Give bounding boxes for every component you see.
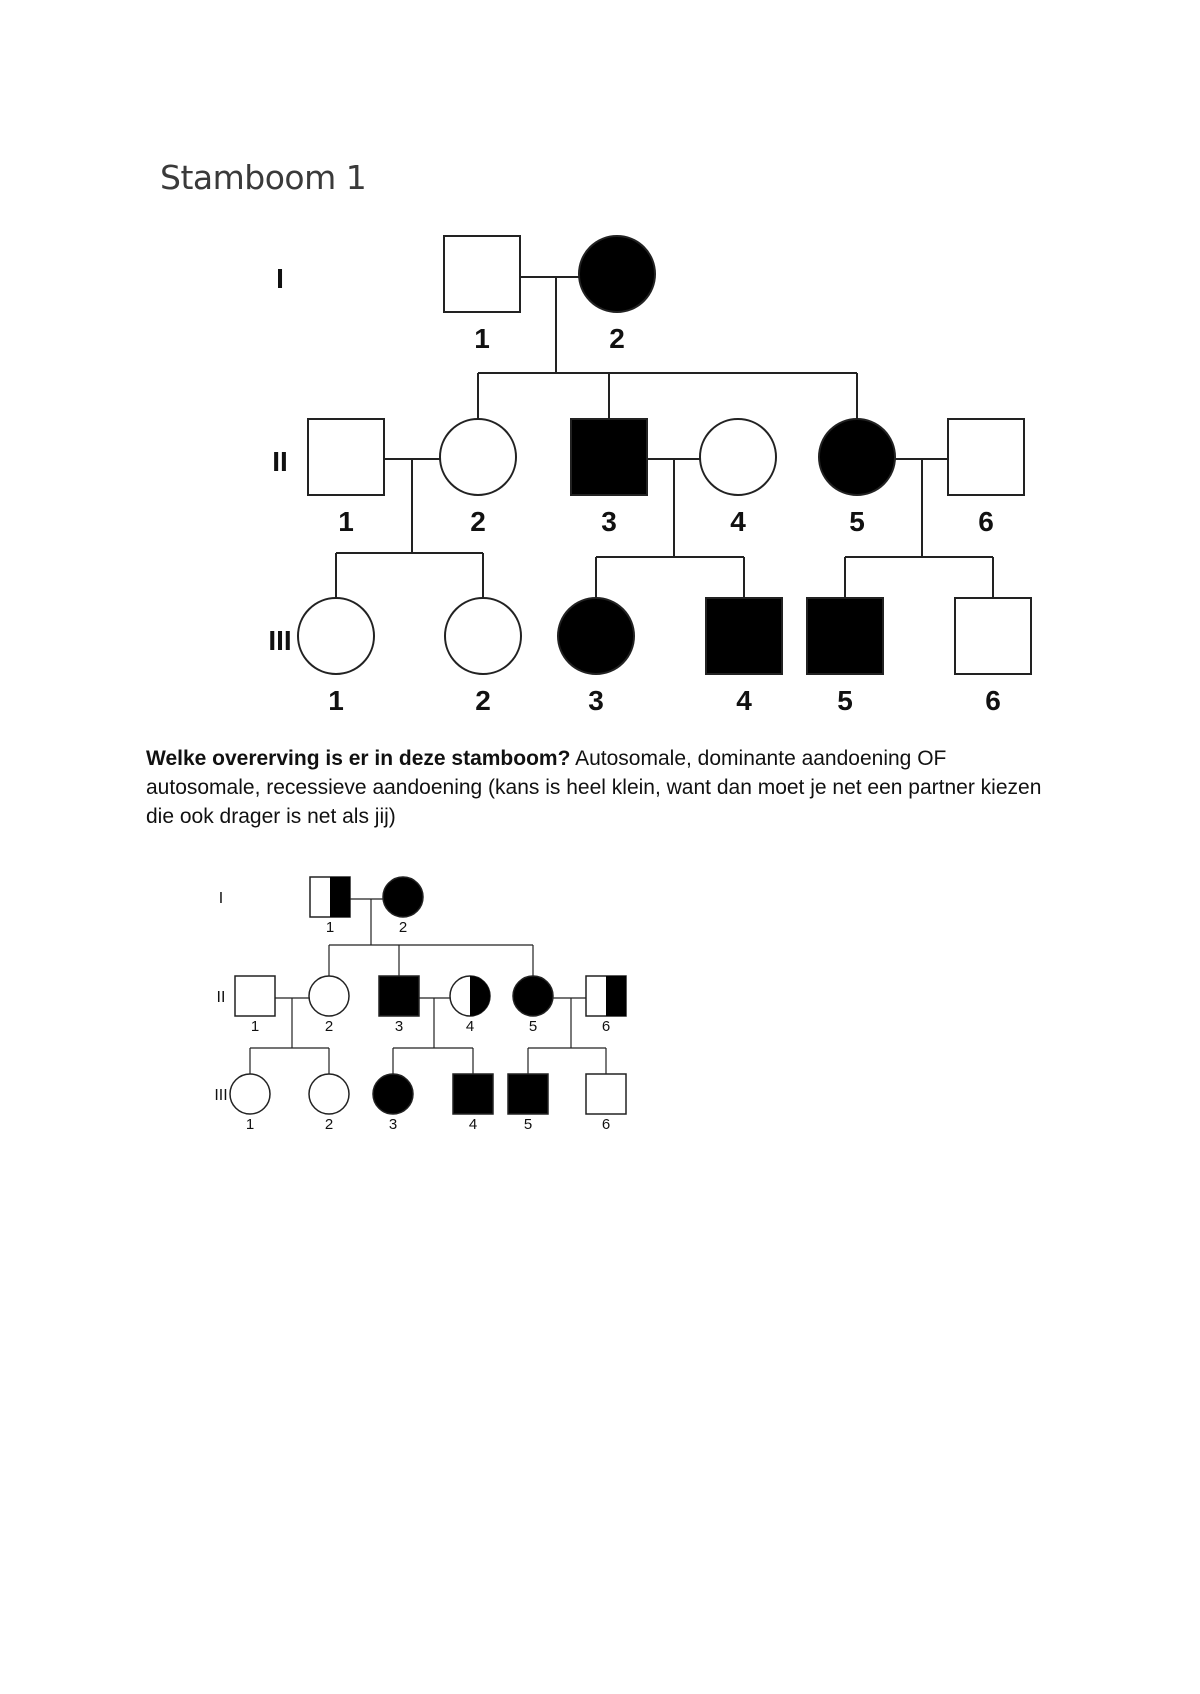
individual-number: 3 <box>588 685 604 716</box>
individual-number: 2 <box>398 919 408 936</box>
individual-number: 6 <box>978 506 994 537</box>
individual-number: 4 <box>730 506 746 537</box>
individual-II-5 <box>513 976 553 1035</box>
generation-label: I <box>276 263 284 294</box>
individual-number: 6 <box>985 685 1001 716</box>
female-circle <box>513 976 553 1016</box>
individual-III-1 <box>230 1074 270 1133</box>
individual-II-4 <box>450 976 490 1035</box>
individual-III-4 <box>453 1074 493 1133</box>
question-label: Welke overerving is er in deze stamboom? <box>146 747 571 770</box>
male-square <box>379 976 419 1016</box>
generation-label: I <box>218 890 224 907</box>
individual-number: 1 <box>338 506 354 537</box>
individual-number: 5 <box>849 506 865 537</box>
individual-number: 6 <box>601 1018 611 1035</box>
individual-III-2 <box>309 1074 349 1133</box>
female-circle <box>309 976 349 1016</box>
individual-number: 1 <box>250 1018 260 1035</box>
individual-number: 2 <box>324 1116 334 1133</box>
answer-text: Autosomale, dominante aandoening OF autosomale, recessieve aandoening (kans is heel klein, want dan moet je net een partner kiezen die ook drager is net als jij) <box>146 747 1042 828</box>
individual-II-2 <box>309 976 349 1035</box>
individual-II-3 <box>379 976 419 1035</box>
female-circle <box>309 1074 349 1114</box>
individual-number: 3 <box>388 1116 398 1133</box>
individual-number: 3 <box>394 1018 404 1035</box>
carrier-half <box>606 976 626 1016</box>
carrier-half <box>470 976 490 1016</box>
individual-number: 1 <box>474 323 490 354</box>
female-circle <box>230 1074 270 1114</box>
generation-label: III <box>268 625 292 656</box>
male-square <box>453 1074 493 1114</box>
female-circle <box>373 1074 413 1114</box>
individual-number: 2 <box>609 323 625 354</box>
individual-number: 2 <box>324 1018 334 1035</box>
female-circle <box>383 877 423 917</box>
individual-number: 1 <box>328 685 344 716</box>
individual-number: 4 <box>468 1116 478 1133</box>
male-square <box>586 1074 626 1114</box>
individual-number: 5 <box>528 1018 538 1035</box>
individual-III-5 <box>508 1074 548 1133</box>
generation-label: III <box>214 1087 228 1104</box>
individual-number: 5 <box>523 1116 533 1133</box>
individual-II-1 <box>235 976 275 1035</box>
page-title: Stamboom 1 <box>160 158 367 197</box>
individual-number: 4 <box>736 685 752 716</box>
individual-number: 5 <box>837 685 853 716</box>
individual-number: 3 <box>601 506 617 537</box>
carrier-half <box>330 877 350 917</box>
individual-number: 2 <box>475 685 491 716</box>
generation-label: II <box>216 989 226 1006</box>
generation-label: II <box>272 446 288 477</box>
individual-number: 4 <box>465 1018 475 1035</box>
individual-III-3 <box>373 1074 413 1133</box>
individual-number: 1 <box>245 1116 255 1133</box>
individual-II-6 <box>586 976 626 1035</box>
individual-number: 6 <box>601 1116 611 1133</box>
male-square <box>508 1074 548 1114</box>
individual-I-1 <box>310 877 350 936</box>
male-square <box>235 976 275 1016</box>
individual-I-2 <box>383 877 423 936</box>
individual-III-6 <box>586 1074 626 1133</box>
individual-number: 2 <box>470 506 486 537</box>
individual-number: 1 <box>325 919 335 936</box>
